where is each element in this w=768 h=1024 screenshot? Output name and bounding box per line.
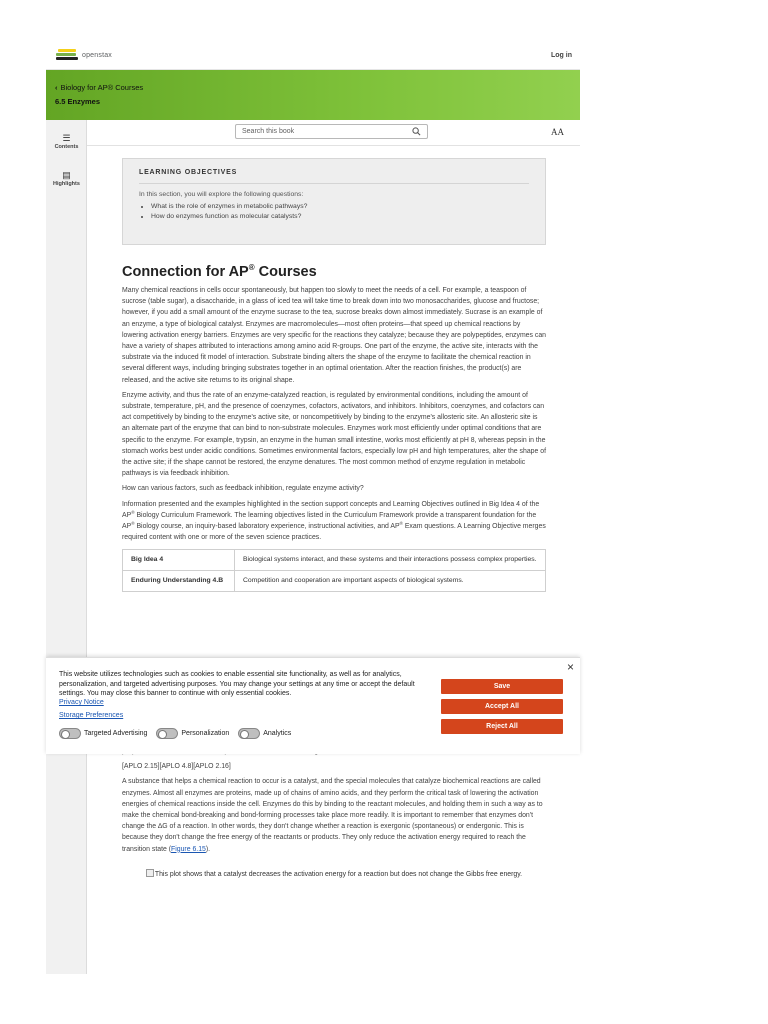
paragraph: Enzyme activity, and thus the rate of an enzyme-catalyzed reaction, is regulated by environmental conditions, including the amount of substrate, temperature, pH, and the presence of coenzymes, cofactors, activators, and inhibitors. Inhibitors, coenzymes, and cofactors can act competitively by binding to the enzyme's active site, or noncompetitively by binding to the enzyme's allosteric site. An allosteric site is an alternate part of the enzyme that can bind to non-substrate molecules. Enzymes work most efficiently under optimal conditions that are specific to the enzyme. For example, trypsin, an enzyme in the human small intestine, works most efficiently at pH 8, whereas pepsin in the stomach works best under acidic conditions. Sometimes environmental factors, especially low pH and high temperatures, alter the shape of the active site; if the shape cannot be restored, the enzyme denatures. The most common method of enzyme regulation in metabolic pathways is via feedback inhibition.: [122, 391, 546, 478]
openstax-logo-icon[interactable]: [56, 49, 78, 63]
list-item: • How do enzymes function as molecular catalysts?: [151, 213, 529, 220]
book-title: Biology for AP® Courses: [60, 83, 144, 92]
page-content: [122, 158, 546, 592]
learning-objectives-box: [122, 158, 546, 245]
toolbar: [87, 120, 580, 146]
paragraph: How can various factors, such as feedback inhibition, regulate enzyme activity?: [122, 485, 364, 493]
broken-image-icon: [146, 869, 154, 877]
highlights-icon: ▤: [62, 170, 71, 180]
toggle-analytics[interactable]: [238, 728, 260, 739]
lower-content: [122, 746, 546, 880]
table-cell-head: Enduring Understanding 4.B: [123, 571, 235, 592]
sidebar-item-highlights[interactable]: [46, 170, 87, 187]
table-row: [123, 550, 546, 571]
toggle-targeted-advertising[interactable]: [59, 728, 81, 739]
storage-preferences-link[interactable]: Storage Preferences: [59, 712, 124, 719]
chevron-left-icon: ‹: [55, 83, 58, 92]
figure-image: This plot shows that a catalyst decreases the activation energy for a reaction but does not change the Gibbs free energy.: [122, 869, 546, 880]
logo-text[interactable]: openstax: [82, 52, 113, 59]
paragraph: A substance that helps a chemical reaction to occur is a catalyst, and the special molecules that catalyze biochemical reactions are called enzymes. Almost all enzymes are proteins, made up of chains of amino acids, and they perform the critical task of lowering the activation energies of chemical reactions inside the cell. Enzymes do this by binding to the reactant molecules, and holding them in such a way as to make the chemical bond-breaking and bond-forming processes take place more readily. It is important to remember that enzymes don't change the ∆G of a reaction. In other words, they don't change whether a reaction is exergonic (spontaneous) or endergonic. This is because they don't change the free energy of the reactants or products. They only reduce the activation energy required to reach the transition state (Figure 6.15).: [122, 778, 543, 853]
save-button[interactable]: Save: [441, 679, 563, 694]
list-item: • What is the role of enzymes in metabolic pathways?: [151, 203, 529, 210]
back-to-book-link[interactable]: [55, 83, 143, 92]
table-cell-head: Big Idea 4: [123, 550, 235, 571]
section-title: Connection for AP® Courses: [122, 263, 317, 280]
toggle-label: Personalization: [181, 730, 230, 737]
learning-objectives-title: LEARNING OBJECTIVES: [139, 169, 529, 184]
sidebar-highlights-label: Highlights: [53, 181, 80, 187]
table-cell: Biological systems interact, and these systems and their interactions possess complex properties.: [235, 550, 546, 571]
figure-link[interactable]: Figure 6.15: [171, 845, 206, 853]
privacy-notice-link[interactable]: Privacy Notice: [59, 699, 104, 706]
consent-toggles: [59, 728, 298, 739]
search-placeholder: Search this book: [242, 128, 295, 135]
table-row: [123, 571, 546, 592]
search-input[interactable]: [235, 124, 428, 139]
book-header: [46, 70, 580, 120]
learning-objectives-intro: In this section, you will explore the following questions:: [139, 191, 304, 198]
chapter-title: 6.5 Enzymes: [55, 97, 101, 106]
sidebar-item-contents[interactable]: [46, 133, 87, 150]
accept-all-button[interactable]: Accept All: [441, 699, 563, 714]
toggle-personalization[interactable]: [156, 728, 178, 739]
reject-all-button[interactable]: Reject All: [441, 719, 563, 734]
toggle-label: Analytics: [263, 730, 292, 737]
search-icon[interactable]: [412, 127, 421, 136]
table-cell: Competition and cooperation are important aspects of biological systems.: [235, 571, 546, 592]
close-icon[interactable]: ×: [566, 660, 574, 674]
cookie-banner: [46, 657, 580, 754]
paragraph: Information presented and the examples highlighted in the section support concepts and Learning Objectives outlined in Big Idea 4 of the AP® Biology Curriculum Framework. The learning objectives listed in the Curriculum Framework provide a transparent foundation for the AP® Biology course, an inquiry-based laboratory experience, instructional activities, and AP® Exam questions. A Learning Objective merges required content with one or more of the seven science practices.: [122, 500, 546, 542]
list-icon: ☰: [62, 133, 71, 143]
paragraph: Many chemical reactions in cells occur spontaneously, but happen too slowly to meet the needs of a cell. For example, a teaspoon of sucrose (table sugar), a disaccharide, in a glass of iced tea will take time to break down into two monosaccharides, glucose and fructose; however, if you add a small amount of the enzyme sucrase to the tea, sucrose breaks down almost immediately. Sucrase is an example of an enzyme, a type of biological catalyst. Enzymes are macromolecules—most often proteins—that speed up chemical reactions by lowering activation energy barriers. Enzymes are very specific for the reactions they catalyze; because they are polypeptides, enzymes can have a variety of shapes attributed to interactions among amino acid R-groups. One part of the enzyme, the active site, interacts with the substrate via the induced fit model of interaction. Substrate binding alters the shape of the enzyme to facilitate the chemical reaction in several different ways, including bringing substrates together in an optimal orientation. After the reaction finishes, the product(s) are released, and the active site returns to its original shape.: [122, 287, 546, 384]
standards-table: [122, 549, 546, 592]
login-link[interactable]: Log in: [551, 52, 572, 59]
standards-text: [APLO 2.15][APLO 4.8][APLO 2.16]: [122, 763, 231, 771]
sidebar: [46, 120, 87, 974]
text-size-button[interactable]: AA: [551, 127, 564, 137]
toggle-label: Targeted Advertising: [84, 730, 148, 737]
cookie-text: This website utilizes technologies such as cookies to enable essential site functionality, as well as for analytics, personalization, and targeted advertising purposes. You may change your settings at any time or accept the default settings. You may close this banner to continue with only essential cookies.: [59, 671, 415, 697]
top-bar: [46, 44, 580, 70]
sidebar-contents-label: Contents: [54, 144, 79, 150]
learning-objectives-list: [139, 203, 529, 220]
